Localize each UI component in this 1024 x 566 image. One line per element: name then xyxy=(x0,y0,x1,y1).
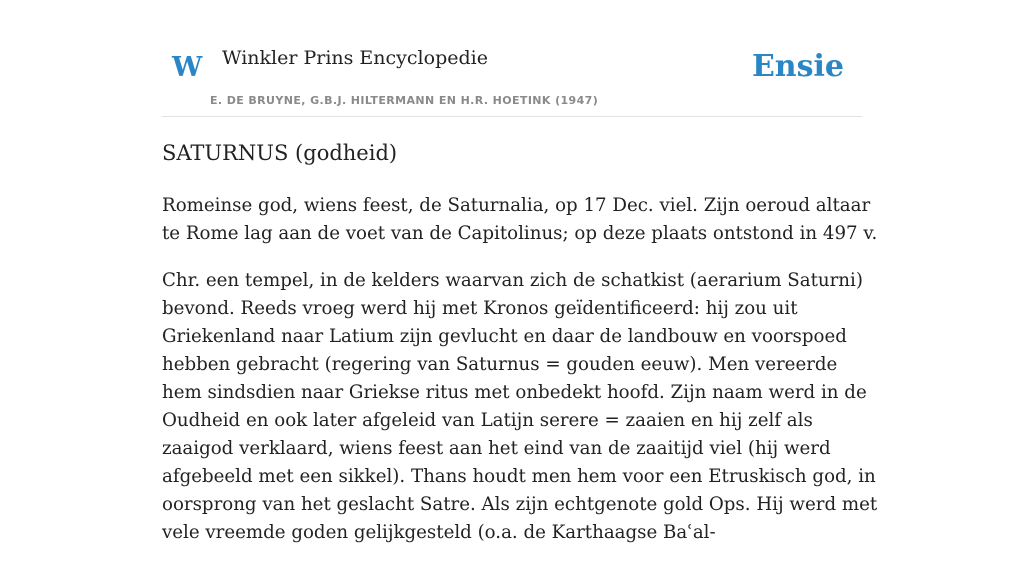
article-paragraph: Chr. een tempel, in de kelders waarvan zich de schatkist (aerarium Saturni) bevond. Reeds vroeg werd hij met Kronos geïdentificeerd: hij zou uit Griekenland naar Latium zijn gevlucht en daar de landbouw en voorspoed hebben gebracht (regering van Saturnus = gouden eeuw). Men vereerde hem sindsdien naar Griekse ritus met onbedekt hoofd. Zijn naam werd in de Oudheid en ook later afgeleid van Latijn serere = zaaien en hij zelf als zaaigod verklaard, wiens feest aan het eind van de zaaitijd viel (hij werd afgebeeld met een sikkel). Thans houdt men hem voor een Etruskisch god, in oorsprong van het geslacht Satre. Als zijn echtgenote gold Ops. Hij werd met vele vreemde goden gelijkgesteld (o.a. de Karthaagse Baʿal- xyxy=(162,270,878,543)
page-container xyxy=(162,0,878,543)
authors-line: E. DE BRUYNE, G.B.J. HILTERMANN EN H.R. HOETINK (1947) xyxy=(210,94,599,107)
encyclopedia-title[interactable]: Winkler Prins Encyclopedie xyxy=(222,47,488,69)
article-title: SATURNUS (godheid) xyxy=(162,141,398,165)
header xyxy=(162,0,862,117)
article-paragraph: Romeinse god, wiens feest, de Saturnalia, op 17 Dec. viel. Zijn oeroud altaar te Rome lag aan de voet van de Capitolinus; op deze plaats ontstond in 497 v. xyxy=(162,195,878,244)
article-body xyxy=(162,192,882,566)
encyclopedia-logo-icon[interactable]: W xyxy=(172,52,203,83)
brand-logo[interactable]: Ensie xyxy=(751,49,844,84)
